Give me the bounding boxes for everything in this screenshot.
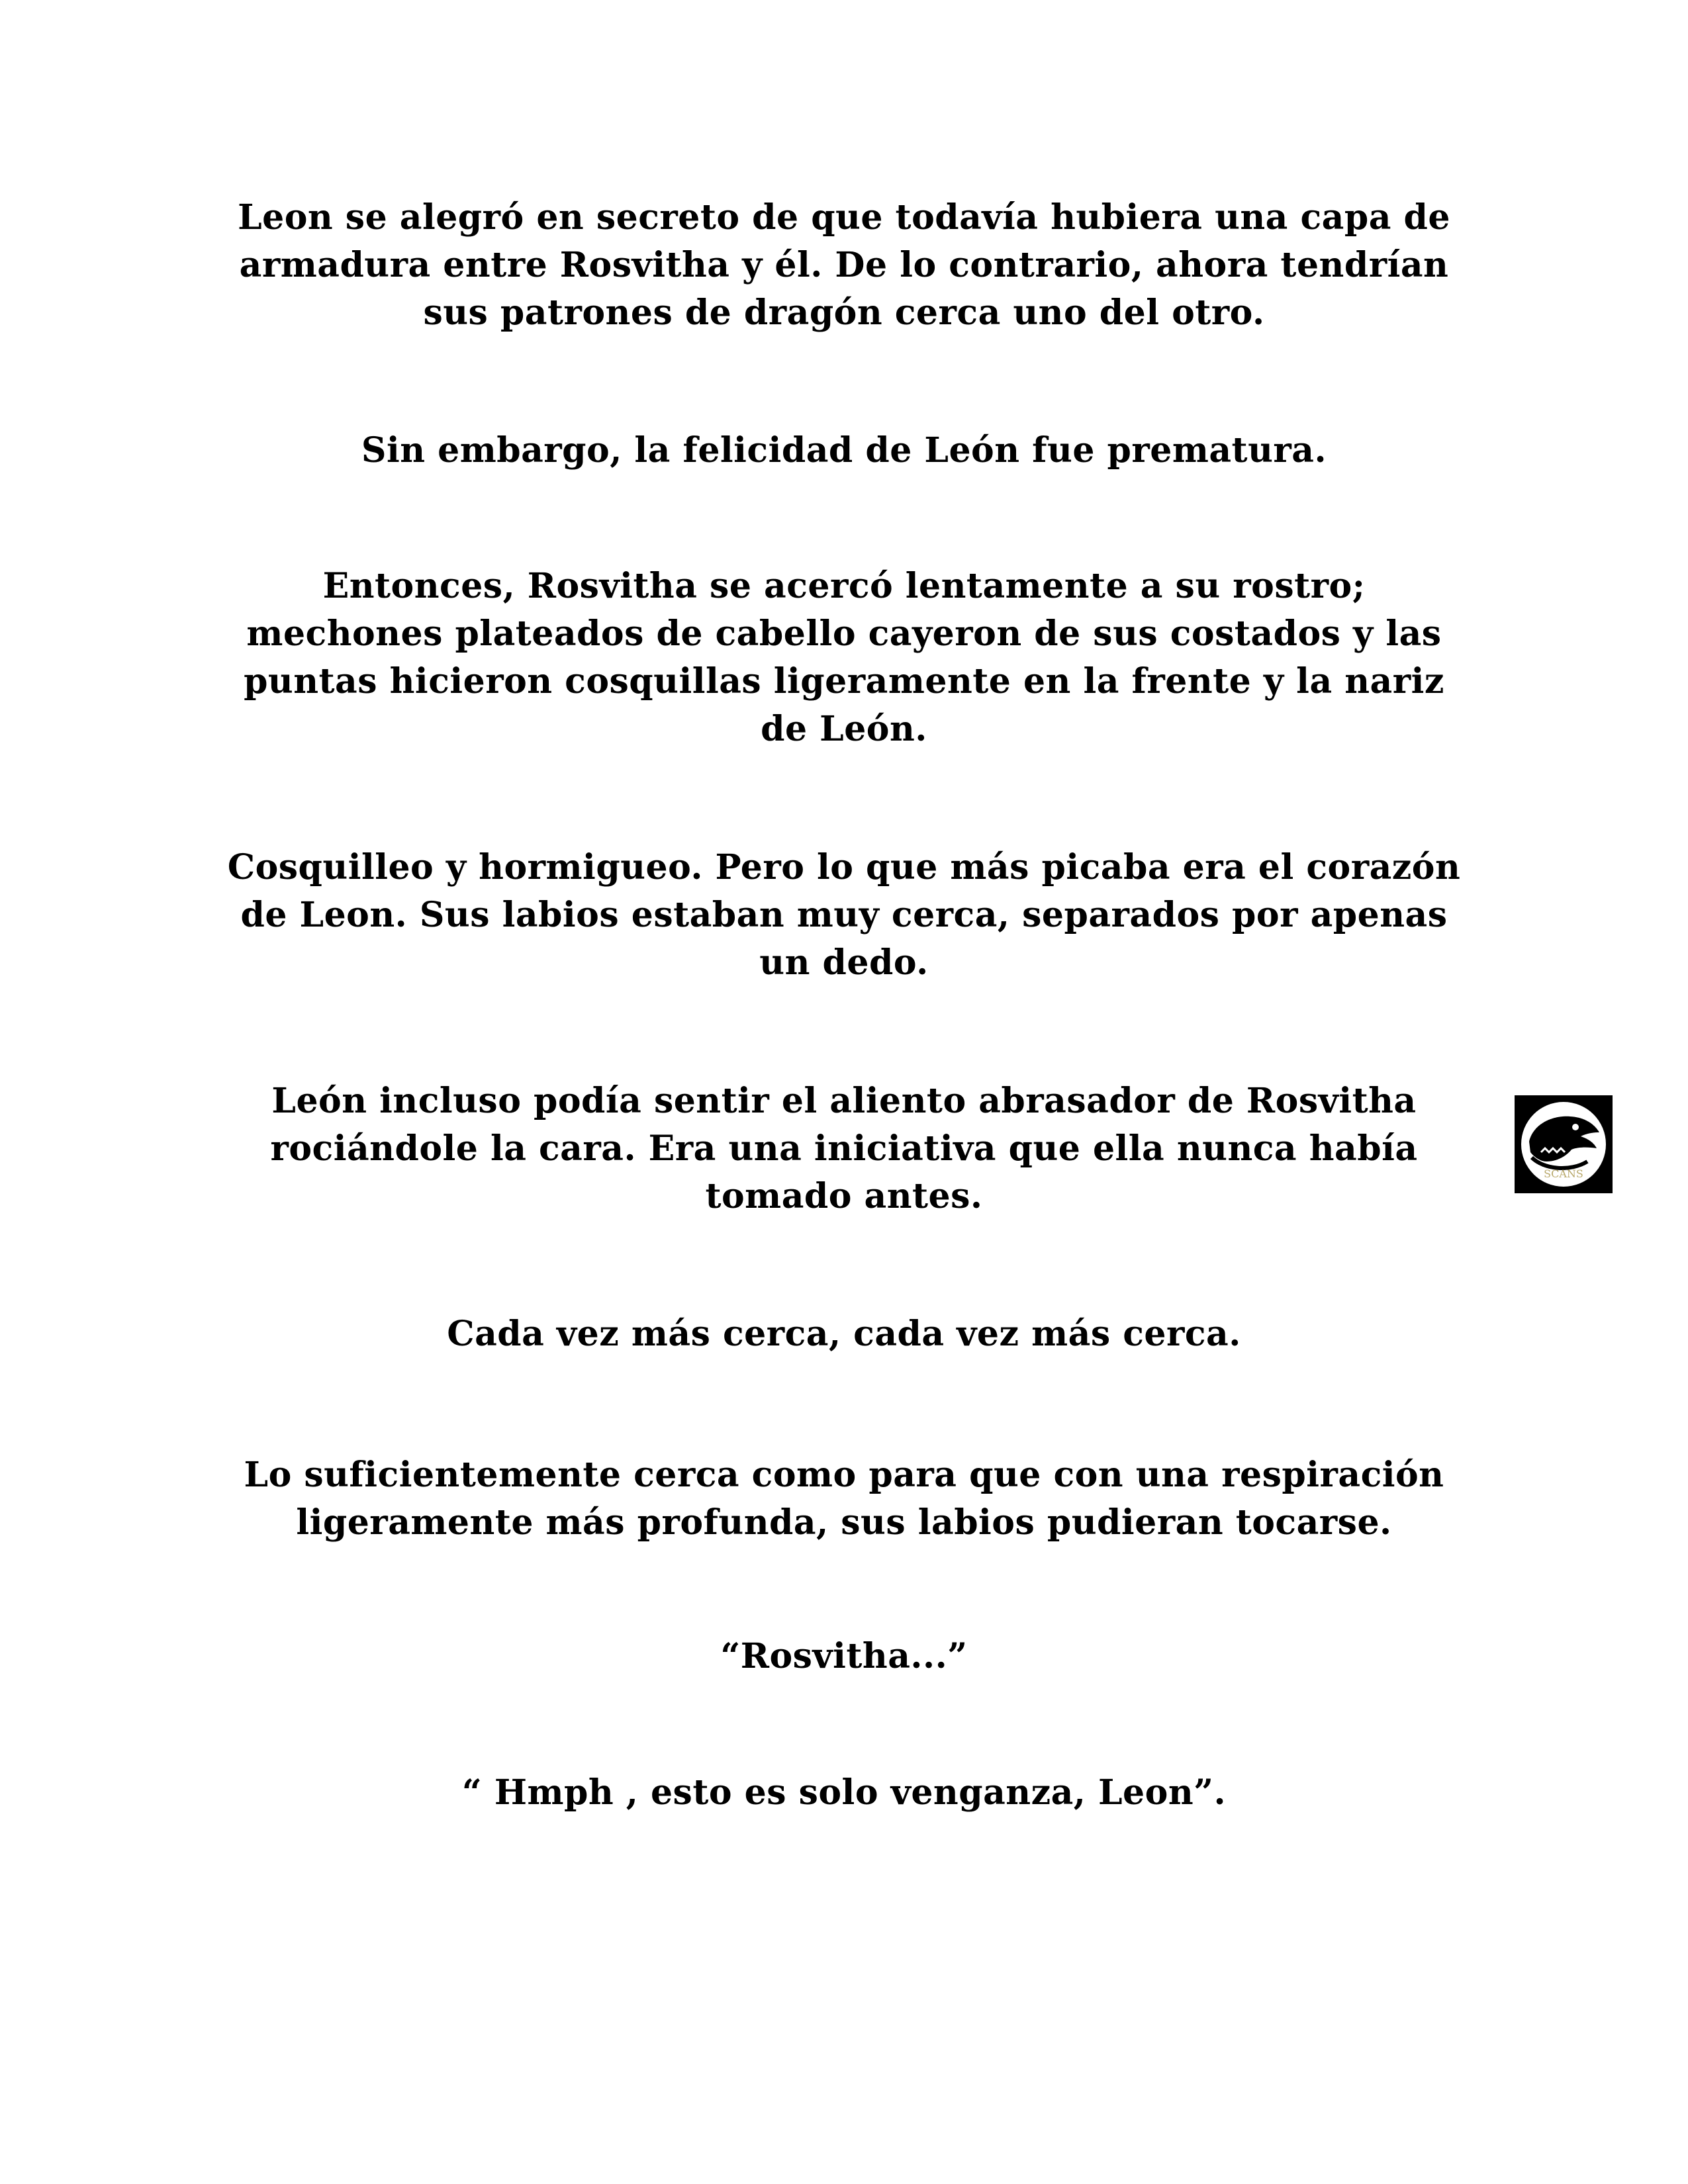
paragraph-4: Cosquilleo y hormigueo. Pero lo que más picaba era el corazón de Leon. Sus labios estaban muy cerca, separados por apenas un dedo.: [227, 847, 1461, 983]
paragraph-1: Leon se alegró en secreto de que todavía hubiera una capa de armadura entre Rosvitha y él. De lo contrario, ahora tendrían sus patrones de dragón cerca uno del otro.: [238, 197, 1450, 333]
paragraph-2: Sin embargo, la felicidad de León fue prematura.: [361, 430, 1327, 471]
paragraph-9: “ Hmph , esto es solo venganza, Leon”.: [461, 1772, 1227, 1813]
paragraph-8: “Rosvitha...”: [720, 1636, 968, 1676]
paragraph-7: Lo suficientemente cerca como para que con una respiración ligeramente más profunda, sus labios pudieran tocarse.: [244, 1455, 1444, 1543]
paragraph-6: Cada vez más cerca, cada vez más cerca.: [447, 1314, 1241, 1354]
dinosaur-head-icon: [1515, 1095, 1613, 1193]
watermark-text: SCANS: [1544, 1167, 1583, 1180]
scans-watermark-logo: [1515, 1095, 1613, 1193]
paragraph-3: Entonces, Rosvitha se acercó lentamente a su rostro; mechones plateados de cabello cayeron de sus costados y las puntas hicieron cosquillas ligeramente en la frente y la nariz de León.: [244, 566, 1444, 749]
paragraph-5: León incluso podía sentir el aliento abrasador de Rosvitha rociándole la cara. Era una iniciativa que ella nunca había tomado antes.: [270, 1081, 1418, 1216]
